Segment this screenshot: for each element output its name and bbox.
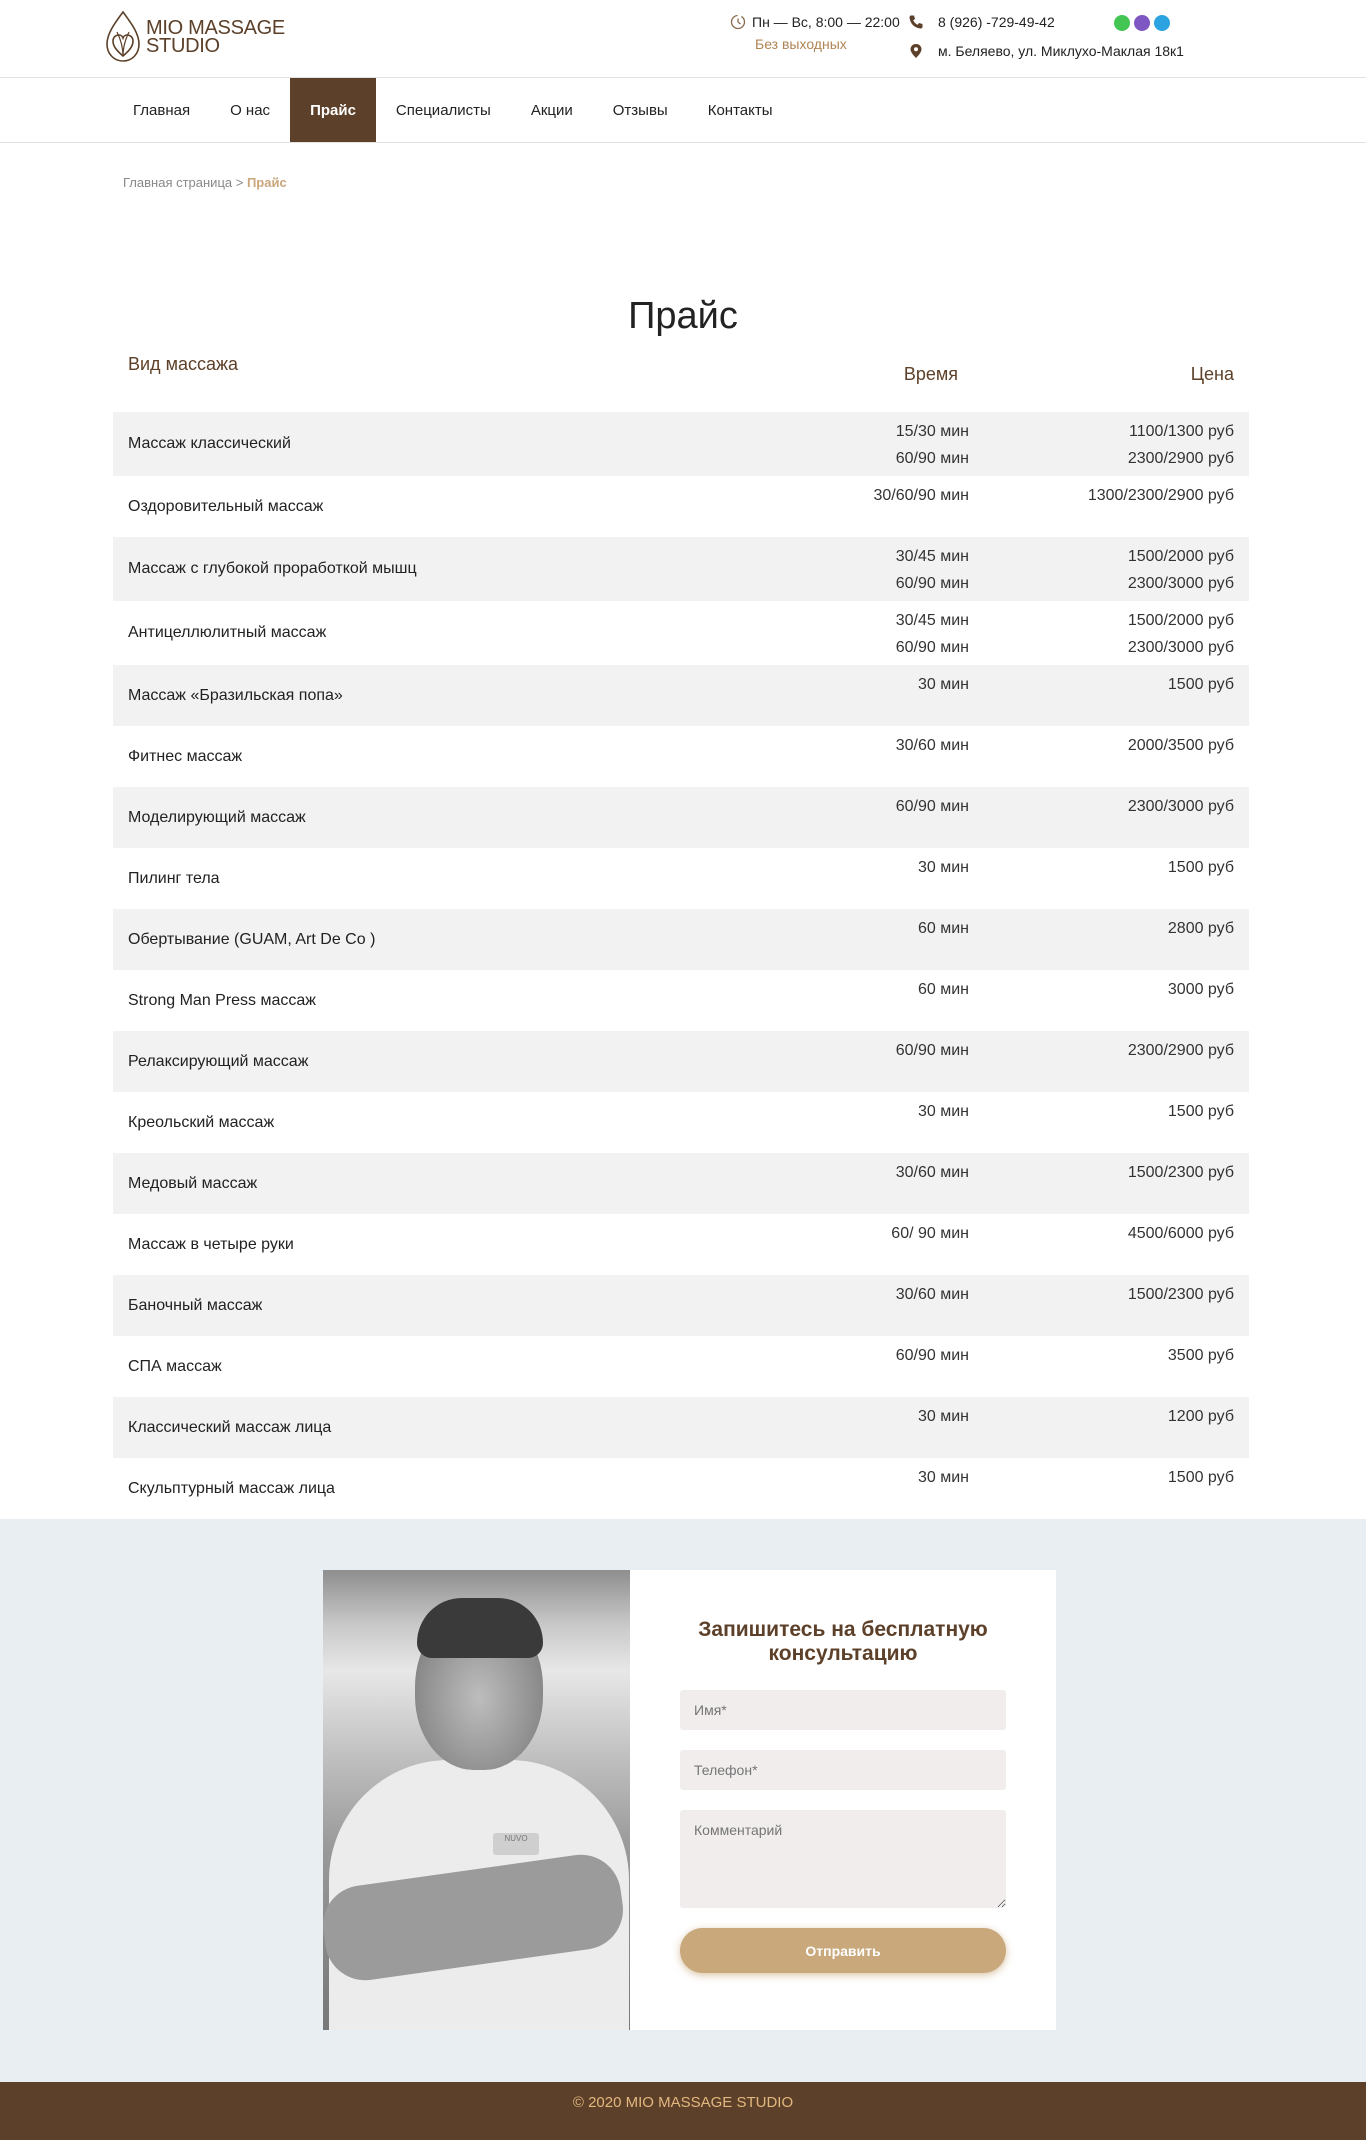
table-row xyxy=(113,1275,1249,1336)
column-header-name: Вид массажа xyxy=(128,354,239,374)
massage-name: Массаж с глубокой проработкой мышц xyxy=(128,560,417,577)
table-row xyxy=(113,1031,1249,1092)
massage-price: 1500 руб xyxy=(1167,676,1234,693)
massage-name: Массаж «Бразильская попа» xyxy=(128,686,343,704)
viber-icon[interactable] xyxy=(1134,15,1150,31)
address-text: м. Беляево, ул. Миклухо-Маклая 18к1 xyxy=(938,43,1184,59)
massage-duration: 60/90 мин xyxy=(895,1347,969,1364)
nav-item-promotions[interactable]: Акции xyxy=(530,101,573,119)
table-row xyxy=(113,726,1249,787)
massage-name: Фитнес массаж xyxy=(128,747,243,765)
table-row xyxy=(113,1092,1249,1153)
massage-name: СПА массаж xyxy=(128,1357,222,1375)
name-field[interactable] xyxy=(680,1690,1006,1730)
massage-name: Креольский массаж xyxy=(128,1113,275,1131)
massage-price: 1300/2300/2900 руб xyxy=(1087,487,1234,504)
massage-duration: 60/ 90 мин xyxy=(891,1225,969,1242)
nav-item-about[interactable]: О нас xyxy=(230,101,271,119)
table-row xyxy=(113,1397,1249,1458)
consultation-section xyxy=(0,1519,1366,2082)
page-title: Прайс xyxy=(628,295,738,337)
massage-price: 1500 руб xyxy=(1167,859,1234,876)
massage-duration: 15/30 мин 60/90 мин xyxy=(895,423,969,467)
massage-price: 1200 руб xyxy=(1167,1408,1234,1425)
column-header-time: Время xyxy=(903,364,958,384)
table-row xyxy=(113,1336,1249,1397)
massage-name: Пилинг тела xyxy=(128,869,220,887)
column-header-price: Цена xyxy=(1190,364,1234,384)
massage-price: 1500/2300 руб xyxy=(1127,1286,1234,1303)
phone-field[interactable] xyxy=(680,1750,1006,1790)
massage-price: 1500/2300 руб xyxy=(1127,1164,1234,1181)
breadcrumb-home[interactable]: Главная страница xyxy=(123,175,233,190)
form-title: Запишитесь на бесплатную консультацию xyxy=(698,1618,988,1665)
table-row xyxy=(113,1153,1249,1214)
massage-duration: 30 мин xyxy=(917,1469,969,1486)
massage-duration: 30/60 мин xyxy=(895,1286,969,1303)
massage-duration: 60 мин xyxy=(917,981,969,998)
massage-duration: 60/90 мин xyxy=(895,798,969,815)
massage-price: 1500 руб xyxy=(1167,1103,1234,1120)
massage-price: 2000/3500 руб xyxy=(1127,737,1234,754)
copyright-text: © 2020 MIO MASSAGE STUDIO xyxy=(572,2094,794,2111)
massage-duration: 30/60 мин xyxy=(895,737,969,754)
massage-price: 1500 руб xyxy=(1167,1469,1234,1486)
nav-item-specialists[interactable]: Специалисты xyxy=(395,101,491,119)
massage-name: Скульптурный массаж лица xyxy=(128,1479,335,1497)
phone-icon xyxy=(908,14,924,30)
messenger-links xyxy=(1114,15,1170,31)
massage-duration: 30/45 мин 60/90 мин xyxy=(895,548,969,592)
massage-duration: 30/45 мин 60/90 мин xyxy=(895,612,969,656)
massage-duration: 30 мин xyxy=(917,1408,969,1425)
massage-price: 2300/3000 руб xyxy=(1127,798,1234,815)
massage-duration: 30 мин xyxy=(917,676,969,693)
address-block xyxy=(908,43,1184,59)
site-footer xyxy=(0,2082,1366,2140)
site-header xyxy=(0,0,1366,78)
table-header xyxy=(113,354,1249,412)
table-row xyxy=(113,909,1249,970)
nav-item-home[interactable]: Главная xyxy=(133,101,191,119)
table-row xyxy=(113,601,1249,665)
breadcrumb xyxy=(0,143,1366,216)
massage-duration: 60 мин xyxy=(917,920,969,937)
massage-price: 4500/6000 руб xyxy=(1127,1225,1234,1242)
table-row xyxy=(113,1458,1249,1519)
massage-name: Моделирующий массаж xyxy=(128,808,306,826)
table-row xyxy=(113,412,1249,476)
table-row xyxy=(113,787,1249,848)
consultation-form xyxy=(630,1570,1056,2030)
table-row xyxy=(113,665,1249,726)
massage-price: 1500/2000 руб 2300/3000 руб xyxy=(1127,548,1234,592)
massage-name: Медовый массаж xyxy=(128,1174,258,1192)
consultation-card xyxy=(323,1570,1056,2030)
logo-text xyxy=(146,19,285,55)
table-body xyxy=(113,412,1249,1519)
hours-text: Пн — Вс, 8:00 — 22:00 xyxy=(752,14,900,30)
map-pin-icon xyxy=(908,43,924,59)
table-row xyxy=(113,970,1249,1031)
whatsapp-icon[interactable] xyxy=(1114,15,1130,31)
breadcrumb-current: Прайс xyxy=(246,175,287,190)
table-row xyxy=(113,1214,1249,1275)
massage-name: Оздоровительный массаж xyxy=(128,497,324,515)
specialist-photo xyxy=(323,1570,630,2030)
logo-line-2: STUDIO xyxy=(146,35,220,57)
main-nav xyxy=(0,78,1366,143)
massage-name: Релаксирующий массаж xyxy=(128,1052,309,1070)
massage-name: Обертывание (GUAM, Art De Co ) xyxy=(128,930,376,948)
price-table xyxy=(113,354,1249,1519)
massage-duration: 30 мин xyxy=(917,1103,969,1120)
massage-price: 2800 руб xyxy=(1167,920,1234,937)
breadcrumb-separator: > xyxy=(232,175,247,190)
massage-duration: 30/60 мин xyxy=(895,1164,969,1181)
photo-hair xyxy=(417,1598,543,1658)
massage-name: Массаж в четыре руки xyxy=(128,1235,294,1253)
clock-icon xyxy=(730,14,746,30)
phone-block xyxy=(908,14,1055,30)
nav-item-reviews[interactable]: Отзывы xyxy=(612,101,668,119)
massage-price: 3000 руб xyxy=(1167,981,1234,998)
massage-price: 1100/1300 руб 2300/2900 руб xyxy=(1127,423,1234,467)
comment-field[interactable] xyxy=(680,1810,1006,1908)
table-row xyxy=(113,476,1249,537)
massage-name: Антицеллюлитный массаж xyxy=(128,624,327,641)
drop-heart-logo-icon xyxy=(104,10,142,64)
massage-price: 3500 руб xyxy=(1167,1347,1234,1364)
table-row xyxy=(113,848,1249,909)
no-weekends-text: Без выходных xyxy=(755,36,847,52)
massage-name: Strong Man Press массаж xyxy=(128,991,316,1009)
massage-duration: 30 мин xyxy=(917,859,969,876)
phone-link[interactable]: 8 (926) -729-49-42 xyxy=(938,14,1055,30)
nav-item-price[interactable]: Прайс xyxy=(290,78,376,142)
photo-name-badge: NUVO xyxy=(493,1833,539,1855)
nav-item-contacts[interactable]: Контакты xyxy=(707,101,773,119)
logo-line-1: MIO MASSAGE xyxy=(146,17,285,39)
massage-price: 2300/2900 руб xyxy=(1127,1042,1234,1059)
table-row xyxy=(113,537,1249,601)
massage-name: Баночный массаж xyxy=(128,1296,263,1314)
massage-name: Массаж классический xyxy=(128,435,291,452)
massage-name: Классический массаж лица xyxy=(128,1418,332,1436)
submit-button[interactable]: Отправить xyxy=(680,1928,1006,1973)
logo[interactable] xyxy=(104,10,285,64)
massage-price: 1500/2000 руб 2300/3000 руб xyxy=(1127,612,1234,656)
massage-duration: 30/60/90 мин xyxy=(873,487,969,504)
working-hours xyxy=(730,14,900,30)
massage-duration: 60/90 мин xyxy=(895,1042,969,1059)
telegram-icon[interactable] xyxy=(1154,15,1170,31)
